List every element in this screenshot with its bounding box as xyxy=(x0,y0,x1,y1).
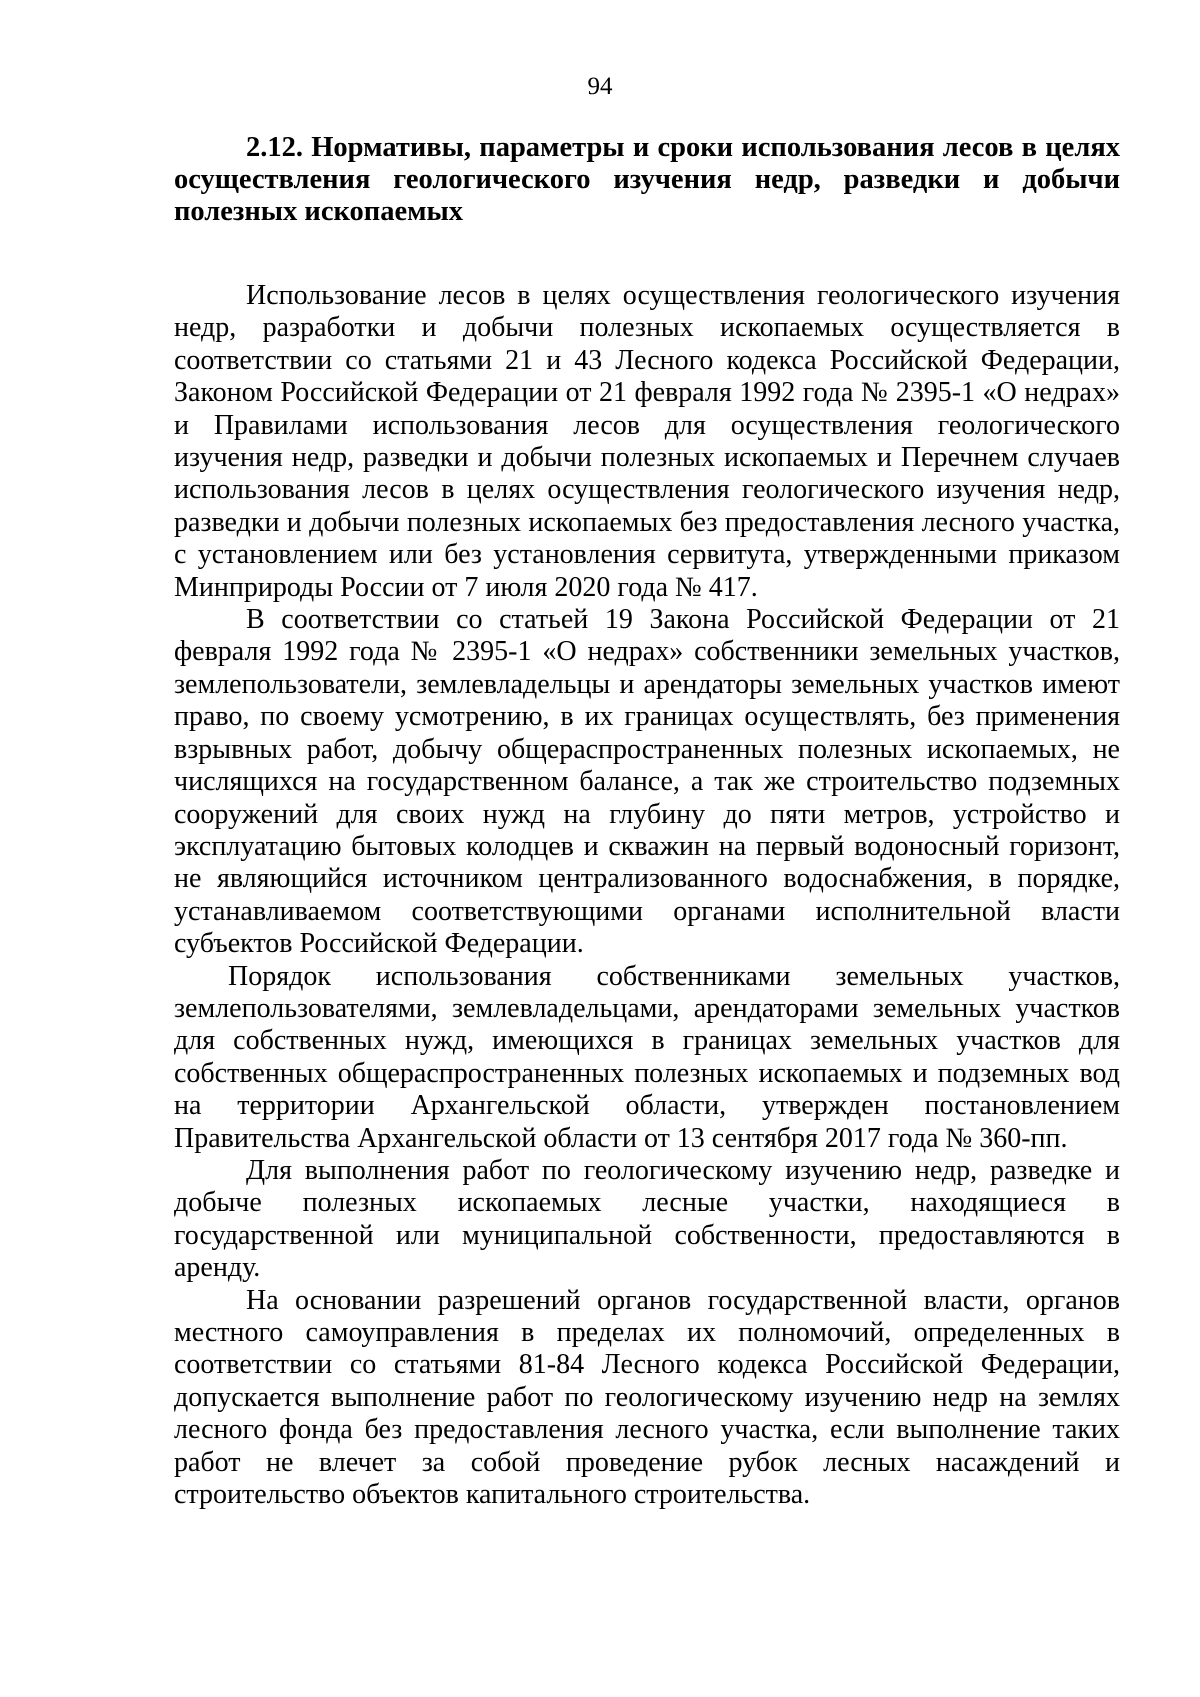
paragraph-lease-provision: Для выполнения работ по геологическому изучению недр, разведке и добыче полезных ископаемых лесные участки, находящиеся в государственной или муниципальной собственности, предоставляются в аренду. xyxy=(174,1154,1120,1284)
body-text xyxy=(174,280,1120,1511)
page-content xyxy=(174,132,1120,1511)
section-heading: 2.12. Нормативы, параметры и сроки использования лесов в целях осуществления геологического изучения недр, разведки и добычи полезных ископаемых xyxy=(174,132,1120,227)
paragraph-subsoil-law-article-19: В соответствии со статьей 19 Закона Российской Федерации от 21 февраля 1992 года № 2395-1 «О недрах» собственники земельных участков, землепользователи, землевладельцы и арендаторы земельных участков имеют право, по своему усмотрению, в их границах осуществлять, без применения взрывных работ, добычу общераспространенных полезных ископаемых, не числящихся на государственном балансе, а так же строительство подземных сооружений для своих нужд на глубину до пяти метров, устройство и эксплуатацию бытовых колодцев и скважин на первый водоносный горизонт, не являющийся источником централизованного водоснабжения, в порядке, устанавливаемом соответствующими органами исполнительной власти субъектов Российской Федерации. xyxy=(174,604,1120,960)
paragraph-permits-without-land-plot: На основании разрешений органов государственной власти, органов местного самоуправления в пределах их полномочий, определенных в соответствии со статьями 81-84 Лесного кодекса Российской Федерации, допускается выполнение работ по геологическому изучению недр на землях лесного фонда без предоставления лесного участка, если выполнение таких работ не влечет за собой проведение рубок лесных насаждений и строительство объектов капитального строительства. xyxy=(174,1284,1120,1511)
paragraph-own-needs-procedure: Порядок использования собственниками земельных участков, землепользователями, землевладельцами, арендаторами земельных участков для собственных нужд, имеющихся в границах земельных участков для собственных общераспространенных полезных ископаемых и подземных вод на территории Архангельской области, утвержден постановлением Правительства Архангельской области от 13 сентября 2017 года № 360-пп. xyxy=(174,960,1120,1154)
page-number: 94 xyxy=(587,73,613,100)
paragraph-forest-use-basis: Использование лесов в целях осуществления геологического изучения недр, разработки и добычи полезных ископаемых осуществляется в соответствии со статьями 21 и 43 Лесного кодекса Российской Федерации, Законом Российской Федерации от 21 февраля 1992 года № 2395-1 «О недрах» и Правилами использования лесов для осуществления геологического изучения недр, разведки и добычи полезных ископаемых и Перечнем случаев использования лесов в целях осуществления геологического изучения недр, разведки и добычи полезных ископаемых без предоставления лесного участка, с установлением или без установления сервитута, утвержденными приказом Минприроды России от 7 июля 2020 года № 417. xyxy=(174,280,1120,603)
